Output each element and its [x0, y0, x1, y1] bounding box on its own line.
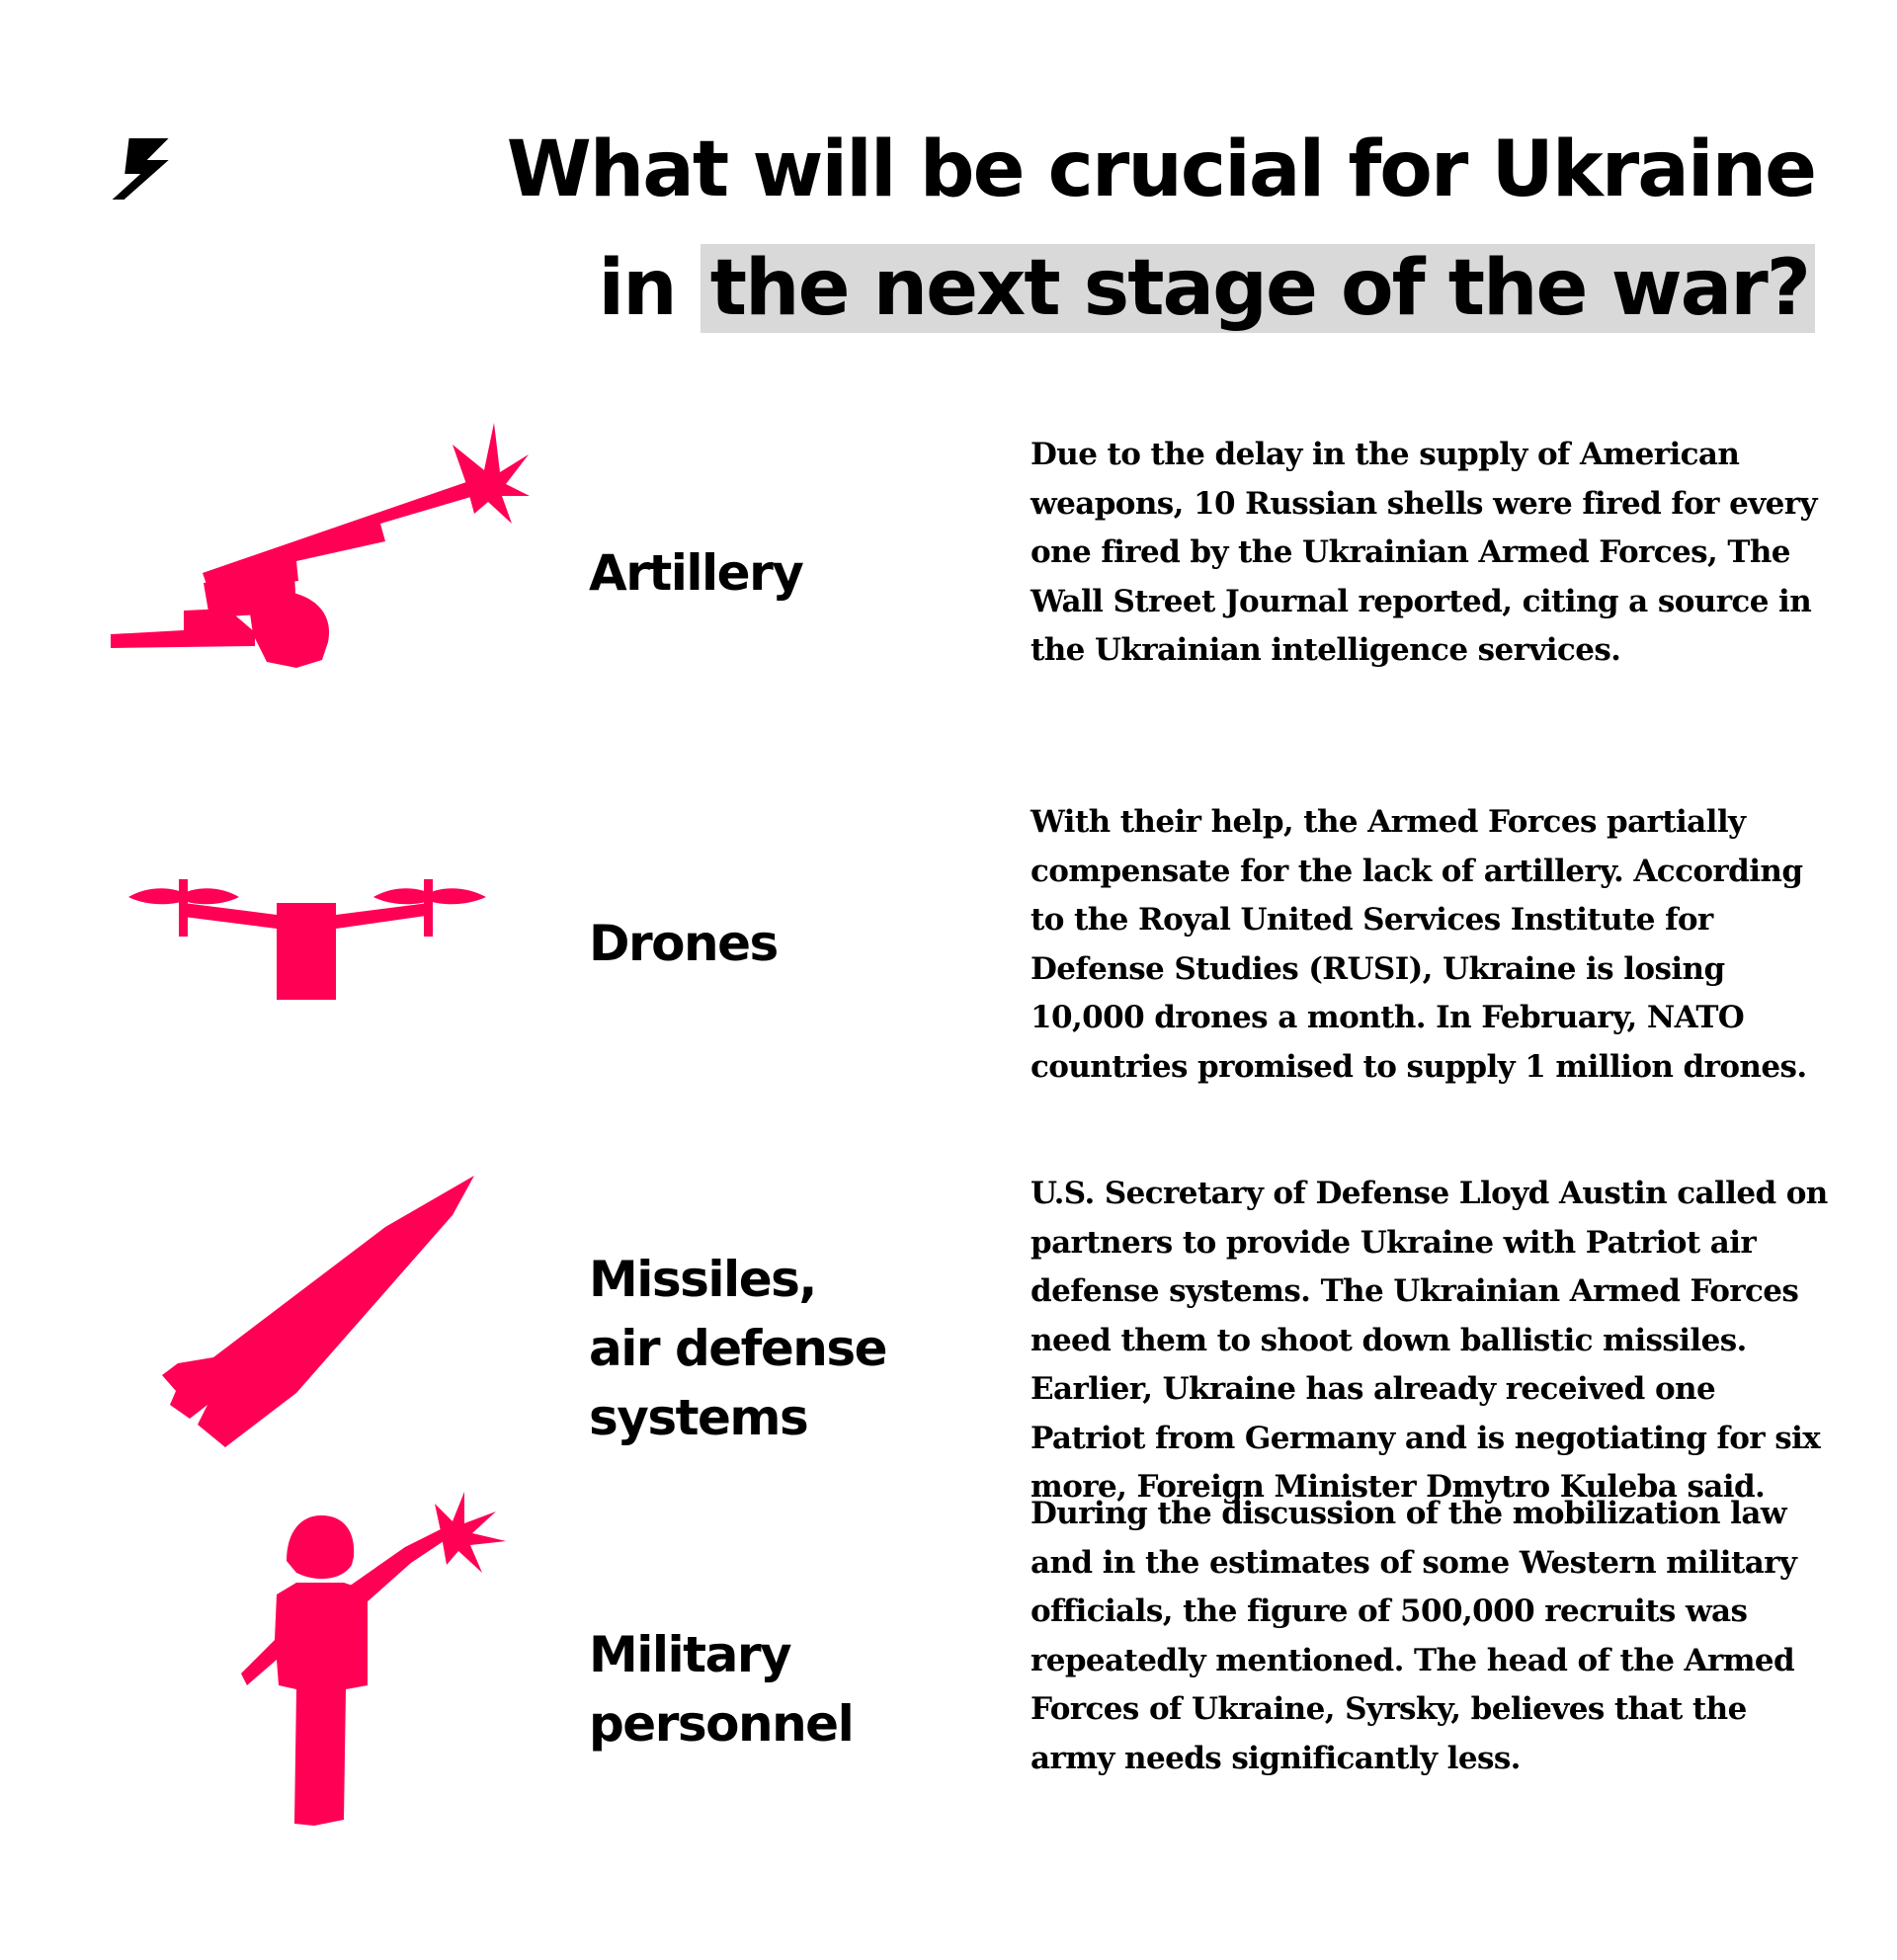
soldier-icon	[0, 1492, 553, 1847]
item-drones	[0, 780, 1897, 1085]
page-title	[274, 111, 1815, 348]
item-label: Drones	[589, 915, 778, 972]
item-military-personnel	[0, 1492, 1897, 1847]
item-label: Artillery	[589, 544, 803, 602]
item-description: Due to the delay in the supply of American weapons, 10 Russian shells were fired for every one fired by the Ukrainian Armed Forces, The Wall Street Journal reported, citing a source in the Ukrainian intelligence services.	[1031, 437, 1817, 668]
item-artillery	[0, 415, 1897, 711]
item-label: Missiles, air defense systems	[589, 1251, 887, 1446]
stylized-z-logo-icon	[111, 130, 172, 202]
item-label: Military personnel	[589, 1626, 854, 1753]
item-description: During the discussion of the mobilization law and in the estimates of some Western military officials, the figure of 500,000 recruits was repeatedly mentioned. The head of the Armed Forces of Ukraine, Syrsky, believes that the army needs significantly less.	[1031, 1496, 1797, 1776]
artillery-icon	[0, 415, 553, 711]
title-line-2	[274, 229, 1815, 348]
title-highlight: the next stage of the war?	[701, 244, 1815, 333]
drone-icon	[0, 780, 553, 1077]
item-missiles	[0, 1146, 1897, 1505]
item-description: U.S. Secretary of Defense Lloyd Austin called on partners to provide Ukraine with Patriot air defense systems. The Ukrainian Armed Forces need them to shoot down ballistic missiles. Earlier, Ukraine has already received one Patriot from Germany and is negotiating for six more, Foreign Minister Dmytro Kuleba said.	[1031, 1176, 1828, 1505]
missile-icon	[0, 1146, 553, 1462]
item-description: With their help, the Armed Forces partially compensate for the lack of artillery. According to the Royal United Services Institute for Defense Studies (RUSI), Ukraine is losing 10,000 drones a month. In February, NATO countries promised to supply 1 million drones.	[1031, 804, 1807, 1085]
title-line-1: What will be crucial for Ukraine	[506, 125, 1815, 214]
title-line-2-prefix: in	[598, 244, 701, 333]
